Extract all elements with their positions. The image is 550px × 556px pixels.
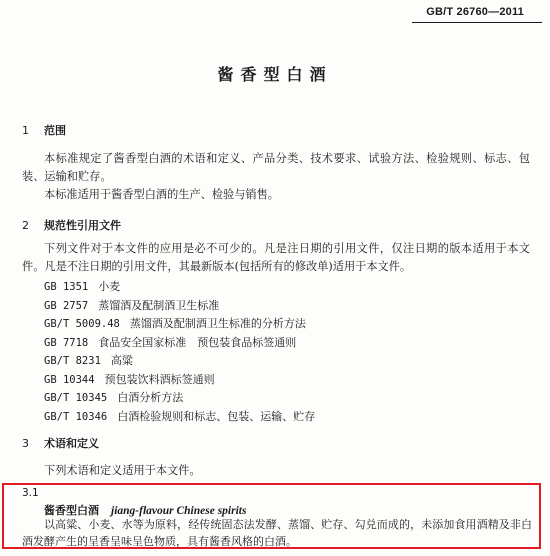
reference-item	[44, 315, 524, 334]
reference-code: GB 1351	[44, 281, 89, 293]
standard-code: GB/T 26760—2011	[426, 6, 524, 18]
reference-item	[44, 352, 524, 371]
section-heading-terms-definitions	[22, 435, 99, 451]
reference-name: 高粱	[110, 354, 133, 367]
reference-name: 白酒检验规则和标志、包装、运输、贮存	[117, 409, 316, 423]
reference-code: GB 10344	[44, 373, 95, 386]
reference-list	[44, 278, 524, 426]
reference-name: 白酒分析方法	[117, 391, 184, 404]
references-intro-paragraph: 下列文件对于本文件的应用是必不可少的。凡是注日期的引用文件，仅注日期的版本适用于本文件。凡是不注日期的引用文件，其最新版本(包括所有的修改单)适用于本文件。	[22, 242, 530, 273]
section-number: 2	[22, 219, 29, 232]
reference-name: 蒸馏酒及配制酒卫生标准的分析方法	[129, 317, 306, 330]
reference-item	[44, 334, 524, 353]
section-number: 3	[22, 437, 29, 450]
reference-name: 小麦	[98, 280, 121, 293]
term-definition: 以高粱、小麦、水等为原料，经传统固态法发酵、蒸馏、贮存、勾兑而成的，未添加食用酒精及非白酒发酵产生的呈香呈味呈色物质，具有酱香风格的白酒。	[22, 518, 532, 548]
header-rule	[412, 22, 542, 23]
scope-paragraph-2: 本标准适用于酱香型白酒的生产、检验与销售。	[44, 188, 279, 201]
reference-code: GB 2757	[44, 299, 89, 312]
section-heading-scope	[22, 122, 66, 138]
section-heading-normative-references	[22, 217, 121, 233]
reference-code: GB/T 10345	[44, 392, 108, 404]
reference-code: GB/T 5009.48	[44, 318, 120, 330]
section-title: 规范性引用文件	[44, 219, 121, 232]
section-title: 术语和定义	[44, 437, 99, 450]
reference-item	[44, 278, 524, 297]
document-title: 酱香型白酒	[217, 65, 333, 84]
section-title: 范围	[44, 124, 66, 137]
reference-item	[44, 389, 524, 408]
terms-intro-paragraph: 下列术语和定义适用于本文件。	[44, 464, 201, 477]
term-name-chinese: 酱香型白酒	[44, 504, 99, 517]
reference-code: GB/T 10346	[44, 410, 108, 423]
reference-code: GB 7718	[44, 336, 89, 349]
reference-name: 蒸馏酒及配制酒卫生标准	[98, 298, 220, 312]
reference-name: 食品安全国家标准 预包装食品标签通则	[98, 335, 297, 349]
section-number: 1	[22, 124, 29, 137]
reference-name: 预包装饮料酒标签通则	[104, 372, 215, 386]
term-number: 3.1	[22, 487, 39, 499]
reference-item	[44, 408, 524, 427]
term-name-english: jiang-flavour Chinese spirits	[111, 505, 247, 517]
reference-item	[44, 297, 524, 316]
reference-item	[44, 371, 524, 390]
scope-paragraph-1: 本标准规定了酱香型白酒的术语和定义、产品分类、技术要求、试验方法、检验规则、标志、包装、运输和贮存。	[22, 152, 530, 183]
reference-code: GB/T 8231	[44, 355, 101, 367]
